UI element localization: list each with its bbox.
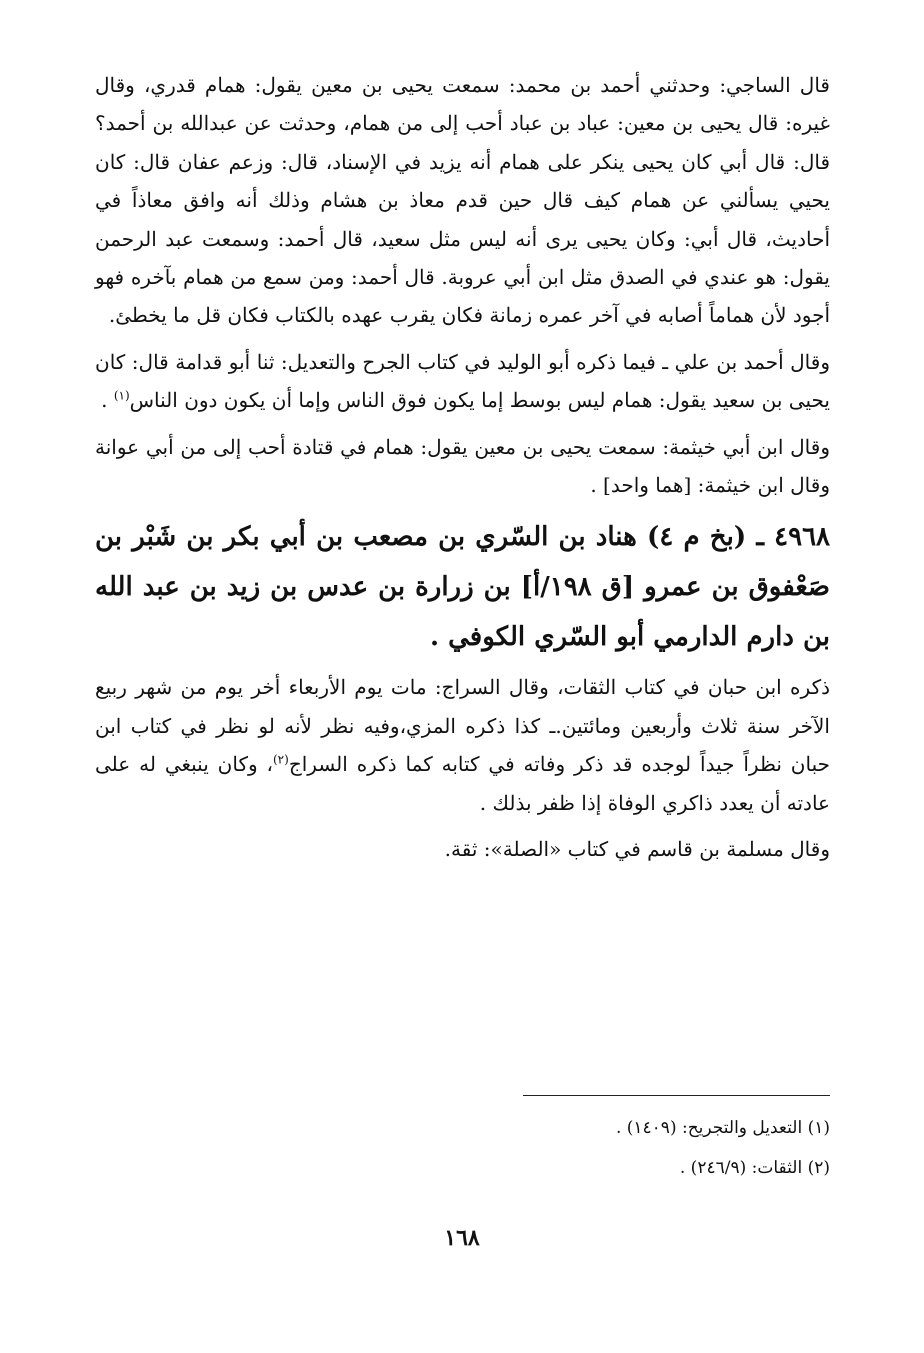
footnote-ref-1: (١) bbox=[113, 388, 130, 403]
paragraph-3 bbox=[95, 428, 830, 505]
paragraph-4-text: ذكره ابن حبان في كتاب الثقات، وقال السراج: مات يوم الأربعاء أخر يوم من شهر ربيع الآخر سنة ثلاث وأربعين ومائتين.ـ كذا ذكره المزي،وفيه نظر لأنه لو نظر في كتاب ابن حبان نظراً جيداً لوجده قد ذكر وفاته في كتابه كما ذكره السراج bbox=[95, 675, 830, 777]
footnote-2: (٢) الثقات: (٢٤٦/٩) . bbox=[679, 1158, 830, 1178]
paragraph-4 bbox=[95, 668, 830, 822]
paragraph-5-text: وقال مسلمة بن قاسم في كتاب «الصلة»: ثقة. bbox=[444, 837, 830, 862]
paragraph-4-end: ، وكان ينبغي له على عادته أن يعدد ذاكري الوفاة إذا ظفر بذلك . bbox=[95, 752, 830, 815]
paragraph-1-text: قال الساجي: وحدثني أحمد بن محمد: سمعت يحيى بن معين يقول: همام قدري، وقال غيره: قال يحيى بن معين: عباد بن عباد أحب إلى من همام، وحدثت عن عبدالله بن أحمد؟ قال: قال أبي كان يحيى ينكر على همام أنه يزيد في الإسناد، قال: وزعم عفان قال: كان يحيي يسألني عن همام كيف قال حين قدم معاذ بن هشام وذلك أنه وافق معاذاً في أحاديث، قال أبي: وكان يحيى يرى أنه ليس مثل سعيد، قال أحمد: وسمعت عبد الرحمن يقول: هو عندي في الصدق مثل ابن أبي عروبة. قال أحمد: ومن سمع من همام بآخره فهو أجود لأن هماماً أصابه في آخر عمره زمانة فكان يقرب عهده بالكتاب فكان قل ما يخطئ. bbox=[95, 73, 830, 328]
page-number: ١٦٨ bbox=[444, 1225, 480, 1251]
paragraph-2-end: . bbox=[101, 388, 114, 413]
paragraph-2-text: وقال أحمد بن علي ـ فيما ذكره أبو الوليد في كتاب الجرح والتعديل: ثنا أبو قدامة قال: كان يحيى بن سعيد يقول: همام ليس بوسط إما يكون فوق الناس وإما أن يكون دون الناس bbox=[95, 349, 830, 413]
paragraph-1 bbox=[95, 66, 830, 335]
footnote-1: (١) التعديل والتجريح: (١٤٠٩) . bbox=[615, 1118, 830, 1138]
footnote-separator bbox=[523, 1095, 830, 1096]
page-body bbox=[95, 66, 830, 877]
footnote-ref-2: (٢) bbox=[272, 752, 289, 767]
footnotes bbox=[95, 1108, 830, 1188]
paragraph-5 bbox=[95, 830, 830, 868]
paragraph-2 bbox=[95, 343, 830, 420]
paragraph-3-text: وقال ابن أبي خيثمة: سمعت يحيى بن معين يقول: همام في قتادة أحب إلى من أبي عوانة وقال ابن خيثمة: [هما واحد] . bbox=[95, 434, 830, 498]
entry-heading bbox=[95, 512, 830, 662]
entry-heading-text: ٤٩٦٨ ـ (بخ م ٤) هناد بن السّري بن مصعب بن أبي بكر بن شَبْر بن صَعْفوق بن عمرو [ق ١٩٨/أ] بن زرارة بن عدس بن زيد بن عبد الله بن دارم الدارمي أبو السّري الكوفي . bbox=[95, 522, 830, 653]
